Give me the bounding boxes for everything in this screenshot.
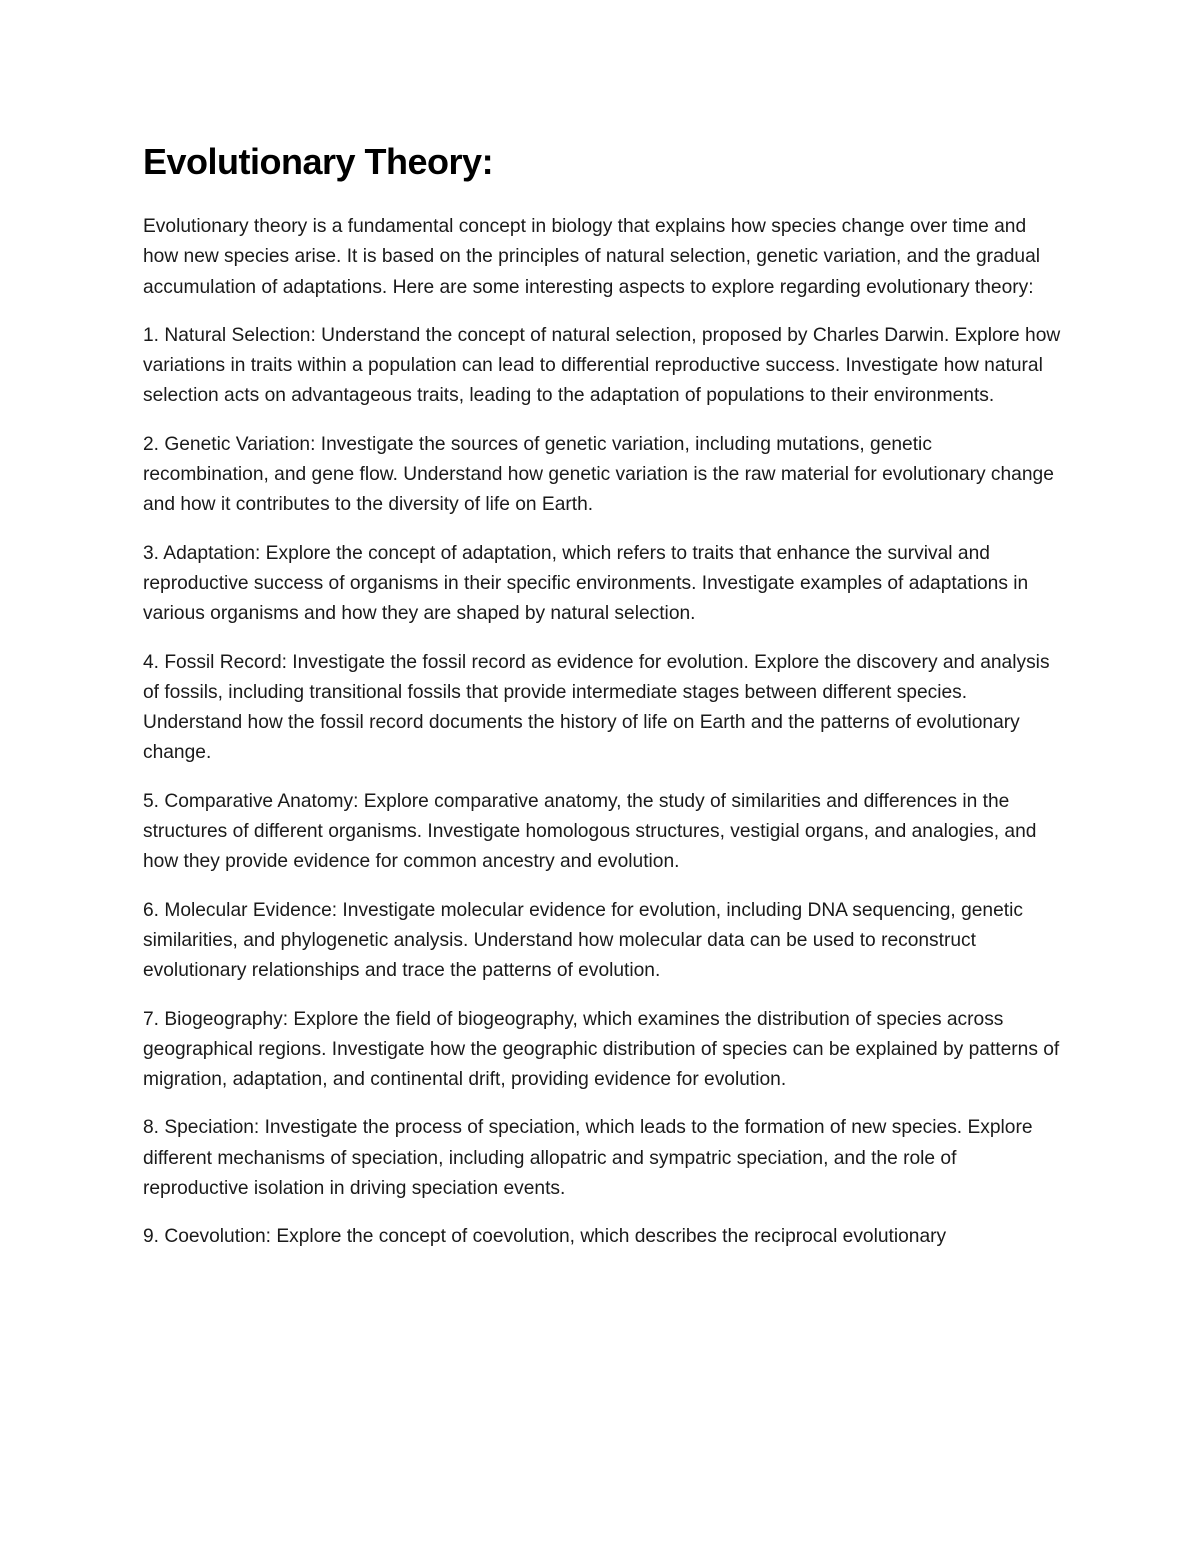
list-item-biogeography: 7. Biogeography: Explore the field of biogeography, which examines the distribution of species across geographical regions. Investigate how the geographic distribution of species can be explained by patterns of migration, adaptation, and continental drift, providing evidence for evolution. <box>143 1008 1060 1091</box>
list-item-coevolution: 9. Coevolution: Explore the concept of coevolution, which describes the reciprocal evolutionary <box>143 1226 947 1248</box>
document-title: Evolutionary Theory: <box>143 141 494 182</box>
list-item-comparative-anatomy: 5. Comparative Anatomy: Explore comparative anatomy, the study of similarities and differences in the structures of different organisms. Investigate homologous structures, vestigial organs, and analogies, and how they provide evidence for common ancestry and evolution. <box>143 790 1037 873</box>
list-item-molecular-evidence: 6. Molecular Evidence: Investigate molecular evidence for evolution, including DNA sequencing, genetic similarities, and phylogenetic analysis. Understand how molecular data can be used to reconstruct evolutionary relationships and trace the patterns of evolution. <box>143 899 1023 982</box>
intro-paragraph: Evolutionary theory is a fundamental concept in biology that explains how species change over time and how new species arise. It is based on the principles of natural selection, genetic variation, and the gradual accumulation of adaptations. Here are some interesting aspects to explore regarding evolutionary theory: <box>143 216 1041 298</box>
document-body <box>143 212 1063 1253</box>
list-item-fossil-record: 4. Fossil Record: Investigate the fossil record as evidence for evolution. Explore the discovery and analysis of fossils, including transitional fossils that provide intermediate stages between different species. Understand how the fossil record documents the history of life on Earth and the patterns of evolutionary change. <box>143 651 1050 764</box>
list-item-genetic-variation: 2. Genetic Variation: Investigate the sources of genetic variation, including mutations, genetic recombination, and gene flow. Understand how genetic variation is the raw material for evolutionary change and how it contributes to the diversity of life on Earth. <box>143 433 1054 516</box>
list-item-natural-selection: 1. Natural Selection: Understand the concept of natural selection, proposed by Charles Darwin. Explore how variations in traits within a population can lead to differential reproductive success. Investigate how natural selection acts on advantageous traits, leading to the adaptation of populations to their environments. <box>143 324 1061 407</box>
list-item-adaptation: 3. Adaptation: Explore the concept of adaptation, which refers to traits that enhance the survival and reproductive success of organisms in their specific environments. Investigate examples of adaptations in various organisms and how they are shaped by natural selection. <box>143 542 1029 625</box>
list-item-speciation: 8. Speciation: Investigate the process of speciation, which leads to the formation of new species. Explore different mechanisms of speciation, including allopatric and sympatric speciation, and the role of reproductive isolation in driving speciation events. <box>143 1117 1033 1200</box>
document-page <box>143 138 1063 1253</box>
